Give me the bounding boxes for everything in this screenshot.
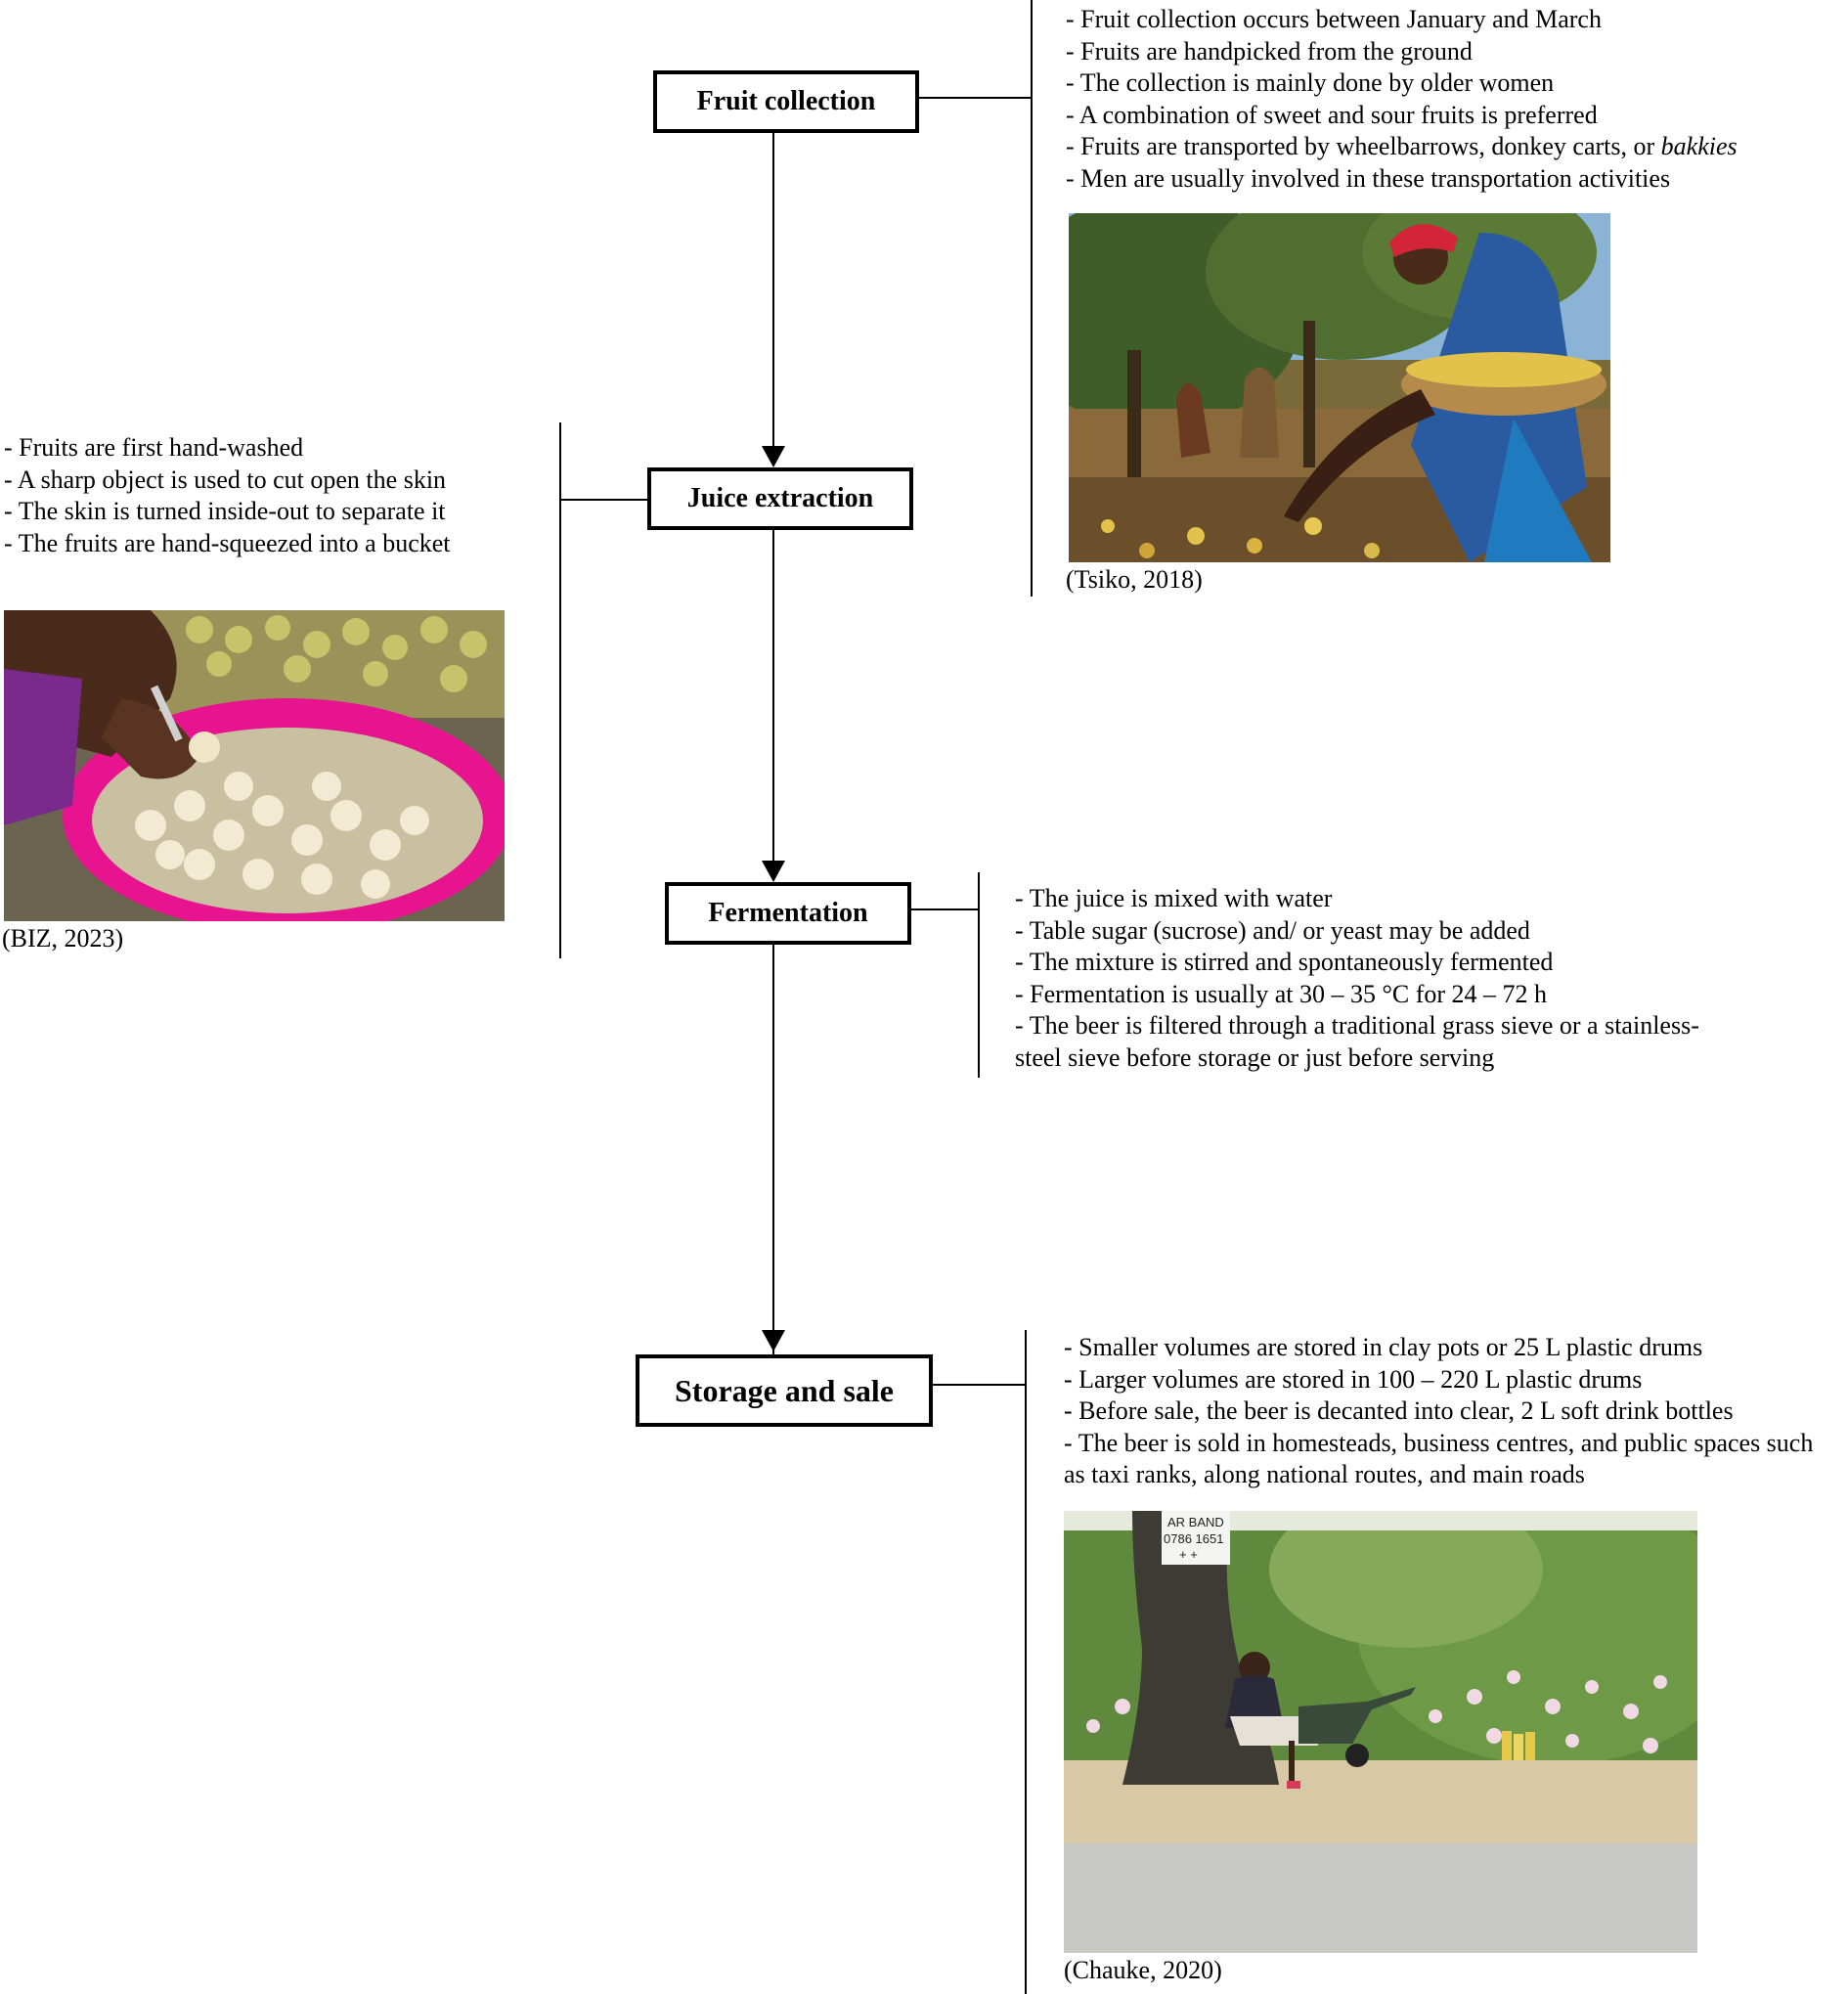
- fruit-collection-notes: [1066, 4, 1738, 195]
- juice-extraction-notes: [4, 432, 532, 559]
- step-fruit-collection: Fruit collection: [653, 70, 919, 133]
- connector-juice-extraction: [561, 499, 647, 501]
- note-line: - Fruit collection occurs between January and March: [1066, 5, 1602, 33]
- note-line: - Men are usually involved in these transportation activities: [1066, 163, 1671, 193]
- note-line: - The juice is mixed with water: [1015, 884, 1333, 912]
- flow-arrow-2: [762, 861, 785, 882]
- step-storage-and-sale: Storage and sale: [636, 1354, 933, 1427]
- juice-extraction-caption: (BIZ, 2023): [2, 924, 124, 953]
- note-line: - The fruits are hand-squeezed into a bucket: [4, 528, 451, 557]
- flow-arrow-3: [762, 1330, 785, 1351]
- hands-peeling-fruit-into-pink-bucket-photo: [4, 610, 505, 921]
- note-line: - A combination of sweet and sour fruits is preferred: [1066, 100, 1598, 129]
- step-fermentation: Fermentation: [665, 882, 911, 945]
- flow-connector-2: [772, 528, 774, 870]
- note-line: - The collection is mainly done by older women: [1066, 68, 1555, 97]
- storage-and-sale-caption: (Chauke, 2020): [1064, 1956, 1222, 1984]
- connector-fruit-collection: [919, 97, 1032, 99]
- note-line: - Fermentation is usually at 30 – 35 °C for 24 – 72 h: [1015, 979, 1548, 1008]
- note-line: - Table sugar (sucrose) and/ or yeast may be added: [1015, 915, 1530, 945]
- note-line: - Fruits are transported by wheelbarrows, donkey carts, or bakkies: [1066, 132, 1738, 160]
- tree-sign-line-2: 0786 1651: [1164, 1531, 1224, 1546]
- storage-and-sale-notes: [1064, 1332, 1846, 1491]
- flow-connector-3: [772, 943, 774, 1357]
- tree-sign-line-3: + +: [1179, 1547, 1198, 1562]
- fermentation-notes: [1015, 883, 1738, 1074]
- bracket-fermentation: [978, 872, 980, 1078]
- flow-connector-1: [772, 131, 774, 454]
- note-line: - The beer is sold in homesteads, business centres, and public spaces such as taxi ranks, along national routes, and main roads: [1064, 1428, 1814, 1488]
- bracket-juice-extraction: [559, 422, 561, 958]
- note-line: - The skin is turned inside-out to separate it: [4, 497, 446, 525]
- step-juice-extraction: Juice extraction: [647, 467, 913, 530]
- note-line: - The mixture is stirred and spontaneously fermented: [1015, 948, 1554, 976]
- note-line: - Larger volumes are stored in 100 – 220 L plastic drums: [1064, 1364, 1643, 1394]
- bracket-storage-and-sale: [1025, 1330, 1027, 1994]
- note-line: - The beer is filtered through a traditional grass sieve or a stainless-steel sieve before storage or just before serving: [1015, 1011, 1699, 1072]
- roadside-beer-vendor-under-tree-photo: [1064, 1511, 1697, 1953]
- note-line: - Smaller volumes are stored in clay pots or 25 L plastic drums: [1064, 1333, 1703, 1361]
- woman-collecting-marula-fruit-photo: [1069, 213, 1610, 562]
- note-line: - Before sale, the beer is decanted into clear, 2 L soft drink bottles: [1064, 1396, 1734, 1425]
- italic-term: bakkies: [1660, 132, 1738, 160]
- note-line: - Fruits are first hand-washed: [4, 433, 304, 462]
- fruit-collection-caption: (Tsiko, 2018): [1066, 565, 1203, 594]
- note-line: - A sharp object is used to cut open the skin: [4, 465, 447, 494]
- connector-fermentation: [911, 908, 980, 910]
- bracket-fruit-collection: [1031, 0, 1033, 597]
- note-line: - Fruits are handpicked from the ground: [1066, 36, 1473, 66]
- tree-sign-line-1: AR BAND: [1167, 1515, 1224, 1529]
- flow-arrow-1: [762, 446, 785, 467]
- connector-storage-and-sale: [933, 1384, 1026, 1386]
